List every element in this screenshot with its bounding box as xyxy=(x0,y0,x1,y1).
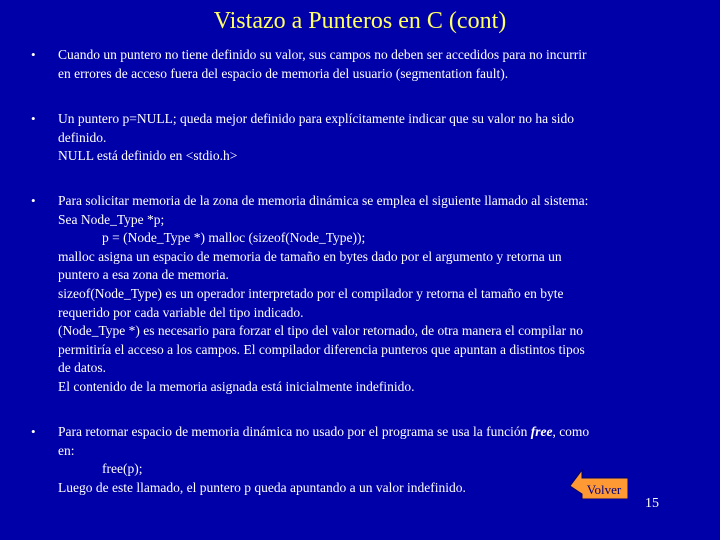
bullet-marker: • xyxy=(31,47,36,62)
bullet-text-line: El contenido de la memoria asignada está inicialmente indefinido. xyxy=(58,378,415,394)
bullet-text-line: sizeof(Node_Type) es un operador interpretado por el compilador y retorna el tamaño en byte xyxy=(58,285,564,301)
bullet-text-line: Cuando un puntero no tiene definido su valor, sus campos no deben ser accedidos para no incurrir xyxy=(58,47,587,62)
emphasized-function-name: free xyxy=(530,424,553,439)
bullet-text-line: de datos. xyxy=(58,360,106,376)
bullet-text-line: Luego de este llamado, el puntero p queda apuntando a un valor indefinido. xyxy=(58,479,466,495)
bullet-marker: • xyxy=(31,193,36,208)
bullet-text-line: malloc asigna un espacio de memoria de tamaño en bytes dado por el argumento y retorna un xyxy=(58,248,562,264)
bullet-text-line: en: xyxy=(58,442,75,458)
back-button-label: Volver xyxy=(586,482,622,497)
bullet-text-line: en errores de acceso fuera del espacio de memoria del usuario (segmentation fault). xyxy=(58,65,509,81)
bullet-marker: • xyxy=(31,111,36,126)
bullet-text-line: NULL está definido en <stdio.h> xyxy=(58,148,238,164)
bullet-text-line: Un puntero p=NULL; queda mejor definido para explícitamente indicar que su valor no ha sido xyxy=(58,111,574,126)
code-line: free(p); xyxy=(102,461,143,477)
bullet-text-line: permitiría el acceso a los campos. El compilador diferencia punteros que apuntan a distintos tipos xyxy=(58,341,585,357)
page-number: 15 xyxy=(645,496,659,511)
bullet-text-line xyxy=(58,423,698,442)
bullet-item xyxy=(31,192,698,397)
back-button[interactable] xyxy=(570,466,628,499)
bullet-text-line: Para solicitar memoria de la zona de memoria dinámica se emplea el siguiente llamado al sistema: xyxy=(58,193,589,208)
bullet-text-line: puntero a esa zona de memoria. xyxy=(58,267,229,283)
bullet-text-line: (Node_Type *) es necesario para forzar el tipo del valor retornado, de otra manera el compilar no xyxy=(58,323,583,339)
bullet-marker: • xyxy=(31,424,36,439)
bullet-text-line: requerido por cada variable del tipo indicado. xyxy=(58,304,304,320)
bullet-item xyxy=(31,46,698,83)
code-line: p = (Node_Type *) malloc (sizeof(Node_Type)); xyxy=(102,230,366,246)
text-run: , como xyxy=(552,424,590,439)
code-line: Sea Node_Type *p; xyxy=(58,211,165,227)
bullet-text-line: definido. xyxy=(58,129,107,145)
bullet-item xyxy=(31,110,698,166)
slide-title: Vistazo a Punteros en C (cont) xyxy=(213,8,507,34)
text-run: Para retornar espacio de memoria dinámica no usado por el programa se usa la función xyxy=(58,424,531,439)
